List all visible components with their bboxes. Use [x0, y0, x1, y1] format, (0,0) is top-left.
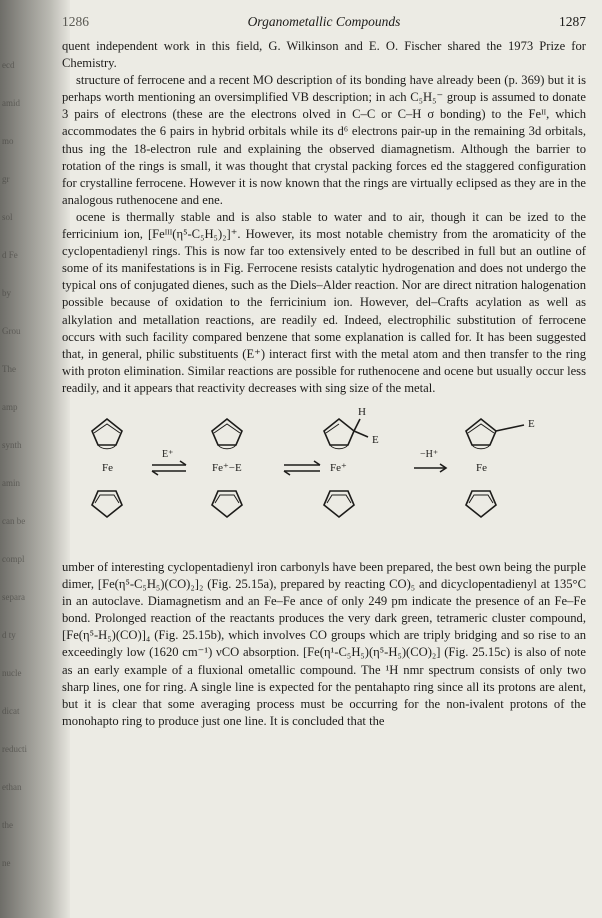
gutter-fragment: reducti [2, 744, 27, 754]
scheme-label-fe-plus: Fe⁺ [330, 461, 347, 474]
gutter-fragment: Grou [2, 326, 21, 336]
scheme-label-e: E [372, 433, 379, 446]
page-header [62, 14, 586, 36]
gutter-fragment: compl [2, 554, 25, 564]
gutter-fragment: by [2, 288, 11, 298]
gutter-fragment: mo [2, 136, 14, 146]
reaction-scheme-drawing [62, 407, 586, 553]
scheme-label-minus-h: −H⁺ [420, 448, 439, 460]
scheme-label-h: H [358, 406, 366, 418]
equilibrium-arrow [152, 461, 186, 475]
gutter-fragment: gr [2, 174, 10, 184]
equilibrium-arrow-2 [284, 461, 320, 475]
gutter-fragment: ne [2, 858, 11, 868]
gutter-fragment: d Fe [2, 250, 18, 260]
gutter-fragment: can be [2, 516, 26, 526]
gutter-fragment: ethan [2, 782, 22, 792]
scheme-label-e-product: E [528, 417, 535, 430]
left-page-number: 1286 [62, 14, 89, 29]
scheme-label-fe: Fe [102, 461, 113, 474]
page [62, 14, 586, 730]
gutter-fragment: amin [2, 478, 20, 488]
substituted-ferrocene [466, 419, 524, 517]
running-title: Organometallic Compounds [247, 14, 401, 29]
paragraph-4: umber of interesting cyclopentadienyl iron carbonyls have been prepared, the best own being the purple dimer, [Fe(η⁵-C₅H₅)(CO)₂]₂ (Fig. 25.15a), prepared by reacting CO)₅ and dicyclopentadienyl at 135°C in an autoclave. Diamagnetism and an Fe–Fe ance of only 249 pm indicate the presence of an Fe–Fe bond. Prolonged reaction of the reactants produces the very dark green, tetrameric cluster compound, [Fe(η⁵-H₅)(CO)]₄ (Fig. 25.15b), which involves CO groups which are triply bridging and so rise to an exceedingly low (1620 cm⁻¹) νCO absorption. [Fe(η¹-C₅H₅)(η⁵-H₅)(CO)₂] (Fig. 25.15c) is also of note as an early example of a fluxional ometallic compound. The ¹H nmr spectrum consists of only two sharp lines, one for ring. A single line is expected for the pentahapto ring since all its protons are alent, but it is clear that some averaging process must be occurring for the non-ivalent protons of the monohapto ring to produce just one line. It is concluded that the [62, 559, 586, 728]
scheme-label-fe-e: Fe⁺−E [212, 461, 242, 474]
gutter-fragment: d ty [2, 630, 16, 640]
reaction-scheme [62, 407, 586, 553]
paragraph-3: ocene is thermally stable and is also stable to water and to air, though it can be ized to the ferricinium ion, [Feᴵᴵᴵ(η⁵-C₅H₅)₂]⁺. However, its most notable chemistry from the aromaticity of the cyclopentadienyl rings. This is now far too extensively ented to be described in full but an outline of some of its manifestations is in Fig. Ferrocene resists catalytic hydrogenation and does not undergo the typical ons of conjugated dienes, such as the Diels–Alder reaction. Nor are direct nitration halogenation possible because of oxidation to the ferricinium ion. However, del–Crafts acylation as well as alkylation and metallation reactions, are readily ed. Indeed, electrophilic substitution of ferrocene occurs with such facility compared benzene that some explanation is called for. It has been suggested that, in general, philic substituents (E⁺) interact first with the metal atom and then transfer to the ring with proton elimination. Similar reactions are possible for ruthenocene and ocene but usually occur less readily, and it appears that reactivity decreases with sing size of the metal. [62, 209, 586, 395]
gutter-fragment: sol [2, 212, 13, 222]
gutter-fragment: amid [2, 98, 20, 108]
page-number: 1287 [559, 14, 586, 29]
gutter-fragment: nucle [2, 668, 22, 678]
paragraph-2: structure of ferrocene and a recent MO description of its bonding have already been (p. 369) but it is perhaps worth mentioning an oversimplified VB description; in ach C₅H₅⁻ group is assumed to donate 3 pairs of electrons (these are the electrons olved in C–C or C–H σ bonding) to the Feᴵᴵ, which accommodates the 6 pairs in hybrid orbitals while its d⁶ electrons pair-up in the remaining 3d orbitals, thus ing the 18-electron rule and explaining the observed diamagnetism. Although the barrier to rotation of the rings is small, it was thought that crystal packing forces ed the staggered configuration for crystalline ferrocene. However it is now known that the rings are virtually eclipsed as they are in the analogous ruthenocene and ene. [62, 73, 586, 207]
reaction-arrow [414, 464, 446, 472]
scheme-label-fe-product: Fe [476, 461, 487, 474]
gutter-fragment: The [2, 364, 16, 374]
scheme-label-electrophile: E⁺ [162, 448, 174, 460]
paragraph-1: quent independent work in this field, G. Wilkinson and E. O. Fischer shared the 1973 Prize for Chemistry. [62, 39, 586, 71]
gutter-fragment: ecd [2, 60, 15, 70]
gutter-fragment: synth [2, 440, 22, 450]
gutter-fragment: dicat [2, 706, 20, 716]
gutter-fragment: separa [2, 592, 25, 602]
gutter-fragment: the [2, 820, 13, 830]
gutter-fragment: amp [2, 402, 18, 412]
